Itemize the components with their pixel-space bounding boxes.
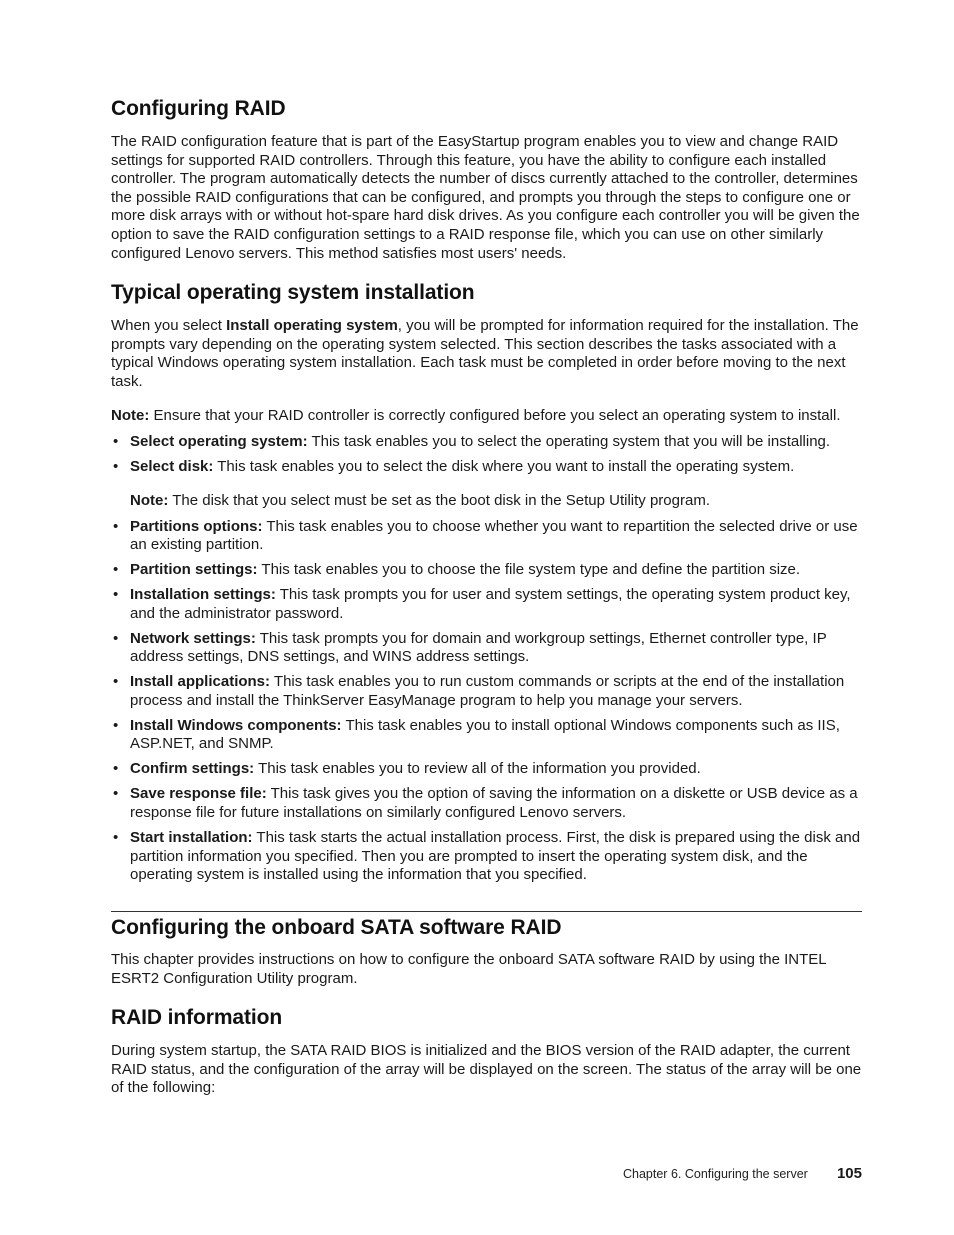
list-item	[111, 518, 862, 555]
bullet-icon: •	[113, 673, 119, 691]
task-label: Save response file:	[130, 785, 267, 803]
configuring-raid-paragraph: The RAID configuration feature that is part of the EasyStartup program enables you to view and change RAID settings for supported RAID controllers. Through this feature, you have the ability to configure each installed controller. The program automatically detects the number of discs currently attached to the controller, determines the possible RAID configurations that can be configured, and prompts you through the steps to configure one or more disk arrays with or without hot-spare hard disk drives. As you configure each controller you will be given the option to save the RAID configuration settings to a RAID response file, which you can use on other similarly configured Lenovo servers. This method satisfies most users' needs.	[111, 133, 860, 262]
task-label: Select operating system:	[130, 433, 308, 450]
list-item	[111, 673, 862, 710]
task-text: This task enables you to choose the file system type and define the partition size.	[257, 561, 801, 579]
intro-text-start: When you select	[111, 317, 227, 334]
task-text: This task enables you to review all of the information you provided.	[254, 760, 701, 778]
os-installation-intro	[111, 317, 862, 391]
list-item	[111, 561, 862, 580]
task-text: This task enables you to run custom commands or scripts at the end of the installation process and install the ThinkServer EasyManage program to help you manage your servers.	[130, 673, 845, 709]
note-text: The disk that you select must be set as the boot disk in the Setup Utility program.	[168, 491, 710, 509]
task-text: This task enables you to choose whether you want to repartition the selected drive or use an existing partition.	[130, 517, 858, 554]
raid-controller-note	[111, 407, 862, 426]
bullet-icon: •	[113, 829, 119, 846]
list-item	[111, 586, 862, 623]
bullet-icon: •	[113, 433, 119, 450]
note-label: Note:	[130, 491, 169, 509]
disk-note	[130, 492, 862, 511]
task-text: This task prompts you for user and system settings, the operating system product key, and the administrator password.	[130, 586, 851, 622]
bullet-icon: •	[113, 457, 119, 475]
bullet-icon: •	[113, 629, 119, 647]
task-label: Partitions options:	[130, 517, 263, 535]
task-text: This task enables you to select the disk where you want to install the operating system.	[213, 457, 795, 475]
task-text: This task enables you to select the operating system that you will be installing.	[307, 433, 831, 450]
task-label: Installation settings:	[130, 586, 276, 604]
section-heading-os-installation: Typical operating system installation	[111, 281, 475, 304]
intro-bold-term: Install operating system	[226, 317, 398, 334]
bullet-icon: •	[113, 517, 119, 535]
section-divider	[111, 911, 862, 912]
list-item	[111, 760, 862, 779]
task-label: Install applications:	[130, 673, 271, 691]
bullet-icon: •	[113, 716, 119, 734]
task-label: Network settings:	[130, 629, 256, 647]
list-item	[111, 717, 862, 754]
list-item	[111, 630, 862, 667]
list-item	[111, 433, 862, 452]
bullet-icon: •	[113, 586, 119, 604]
installation-task-list	[111, 433, 862, 885]
intro-text-end: , you will be prompted for information required for the installation. The prompts vary depending on the operating system selected. This section describes the tasks associated with a typical Windows operating system installation. Each task must be completed in order before moving to the next task.	[111, 317, 859, 390]
task-text: This task prompts you for domain and workgroup settings, Ethernet controller type, IP address settings, DNS settings, and WINS address settings.	[130, 629, 827, 666]
section-heading-configuring-raid: Configuring RAID	[111, 97, 286, 120]
page-number: 105	[836, 1165, 862, 1182]
bullet-icon: •	[113, 561, 119, 579]
footer-chapter-title: Chapter 6. Configuring the server	[623, 1167, 808, 1181]
task-text: This task enables you to install optional Windows components such as IIS, ASP.NET, and SNMP.	[130, 716, 840, 753]
list-item	[111, 785, 862, 822]
section-heading-raid-information: RAID information	[111, 1006, 283, 1029]
bullet-icon: •	[113, 760, 119, 778]
task-label: Confirm settings:	[130, 760, 255, 778]
list-item	[111, 829, 862, 885]
task-label: Start installation:	[130, 829, 253, 846]
note-text: Ensure that your RAID controller is correctly configured before you select an operating system to install.	[149, 407, 841, 424]
task-text: This task gives you the option of saving the information on a diskette or USB device as a response file for future installations on similarly configured Lenovo servers.	[130, 785, 858, 822]
task-label: Install Windows components:	[130, 716, 342, 734]
section-heading-onboard-sata-raid: Configuring the onboard SATA software RAID	[111, 916, 562, 939]
note-label: Note:	[111, 407, 150, 424]
task-label: Select disk:	[130, 457, 214, 475]
onboard-sata-raid-paragraph: This chapter provides instructions on how to configure the onboard SATA software RAID by using the INTEL ESRT2 Configuration Utility program.	[111, 951, 827, 987]
list-item	[111, 458, 862, 511]
task-label: Partition settings:	[130, 561, 258, 579]
bullet-icon: •	[113, 785, 119, 803]
task-text: This task starts the actual installation process. First, the disk is prepared using the disk and partition information you specified. Then you are prompted to insert the operating system disk, and the operating system is installed using the information that you specified.	[130, 829, 861, 884]
raid-information-paragraph: During system startup, the SATA RAID BIOS is initialized and the BIOS version of the RAID adapter, the current RAID status, and the configuration of the array will be displayed on the screen. The status of the array will be one of the following:	[111, 1042, 862, 1097]
